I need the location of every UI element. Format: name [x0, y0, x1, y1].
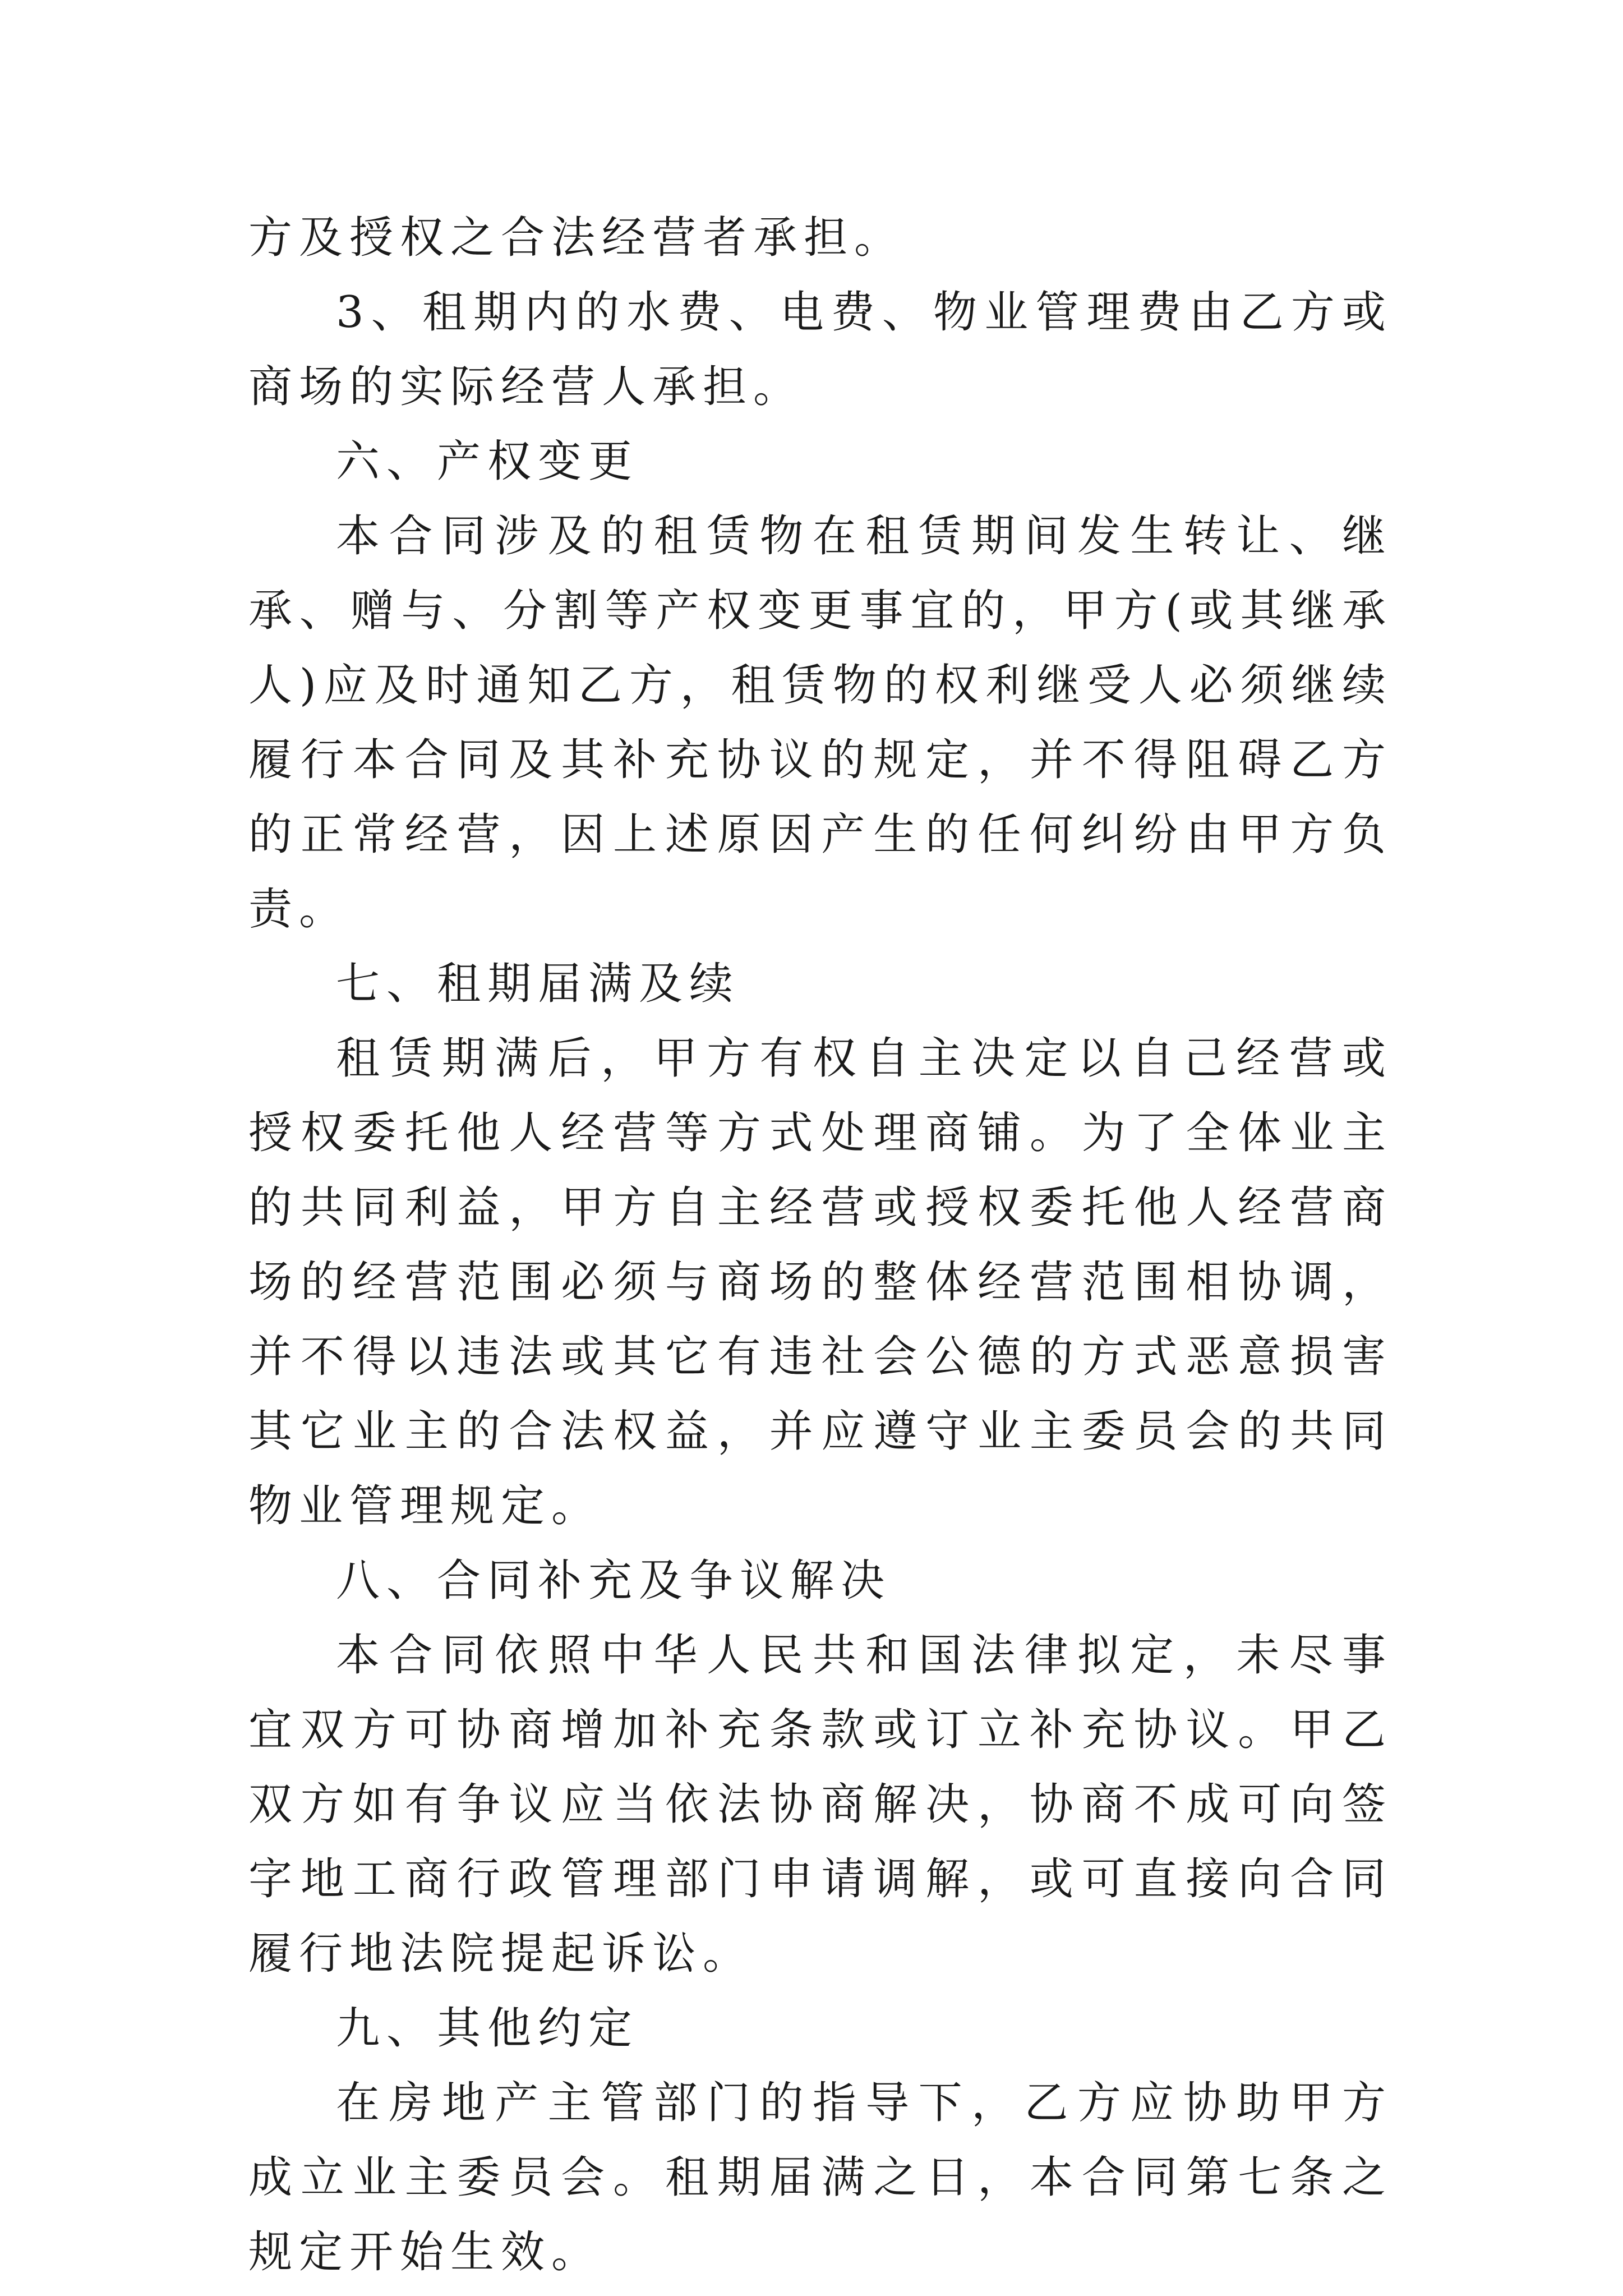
clause-utilities-paragraph: 3、租期内的水费、电费、物业管理费由乙方或商场的实际经营人承担。 — [248, 287, 1393, 412]
section-7-paragraph: 租赁期满后，甲方有权自主决定以自己经营或授权委托他人经营等方式处理商铺。为了全体业主的共同利益，甲方自主经营或授权委托他人经营商场的经营范围必须与商场的整体经营范围相协调，并不得以违法或其它有违社会公德的方式恶意损害其它业主的合法权益，并应遵守业主委员会的共同物业管理规定。 — [248, 1033, 1393, 1531]
section-heading-7: 七、租期届满及续 — [336, 959, 740, 1009]
section-6-paragraph: 本合同涉及的租赁物在租赁期间发生转让、继承、赠与、分割等产权变更事宜的，甲方(或其继承人)应及时通知乙方，租赁物的权利继受人必须继续履行本合同及其补充协议的规定，并不得阻碍乙方的正常经营，因上述原因产生的任何纠纷由甲方负责。 — [248, 511, 1393, 935]
section-heading-6: 六、产权变更 — [336, 436, 639, 487]
section-9-paragraph: 在房地产主管部门的指导下，乙方应协助甲方成立业主委员会。租期届满之日，本合同第七条之规定开始生效。 — [248, 2078, 1393, 2277]
document-body — [248, 201, 1393, 2290]
section-heading-8: 八、合同补充及争议解决 — [336, 1556, 892, 1606]
section-heading-9: 九、其他约定 — [336, 2003, 639, 2054]
paragraph-continuation: 方及授权之合法经营者承担。 — [248, 213, 905, 263]
section-8-paragraph: 本合同依照中华人民共和国法律拟定，未尽事宜双方可协商增加补充条款或订立补充协议。甲乙双方如有争议应当依法协商解决，协商不成可向签字地工商行政管理部门申请调解，或可直接向合同履行地法院提起诉讼。 — [248, 1630, 1393, 1979]
